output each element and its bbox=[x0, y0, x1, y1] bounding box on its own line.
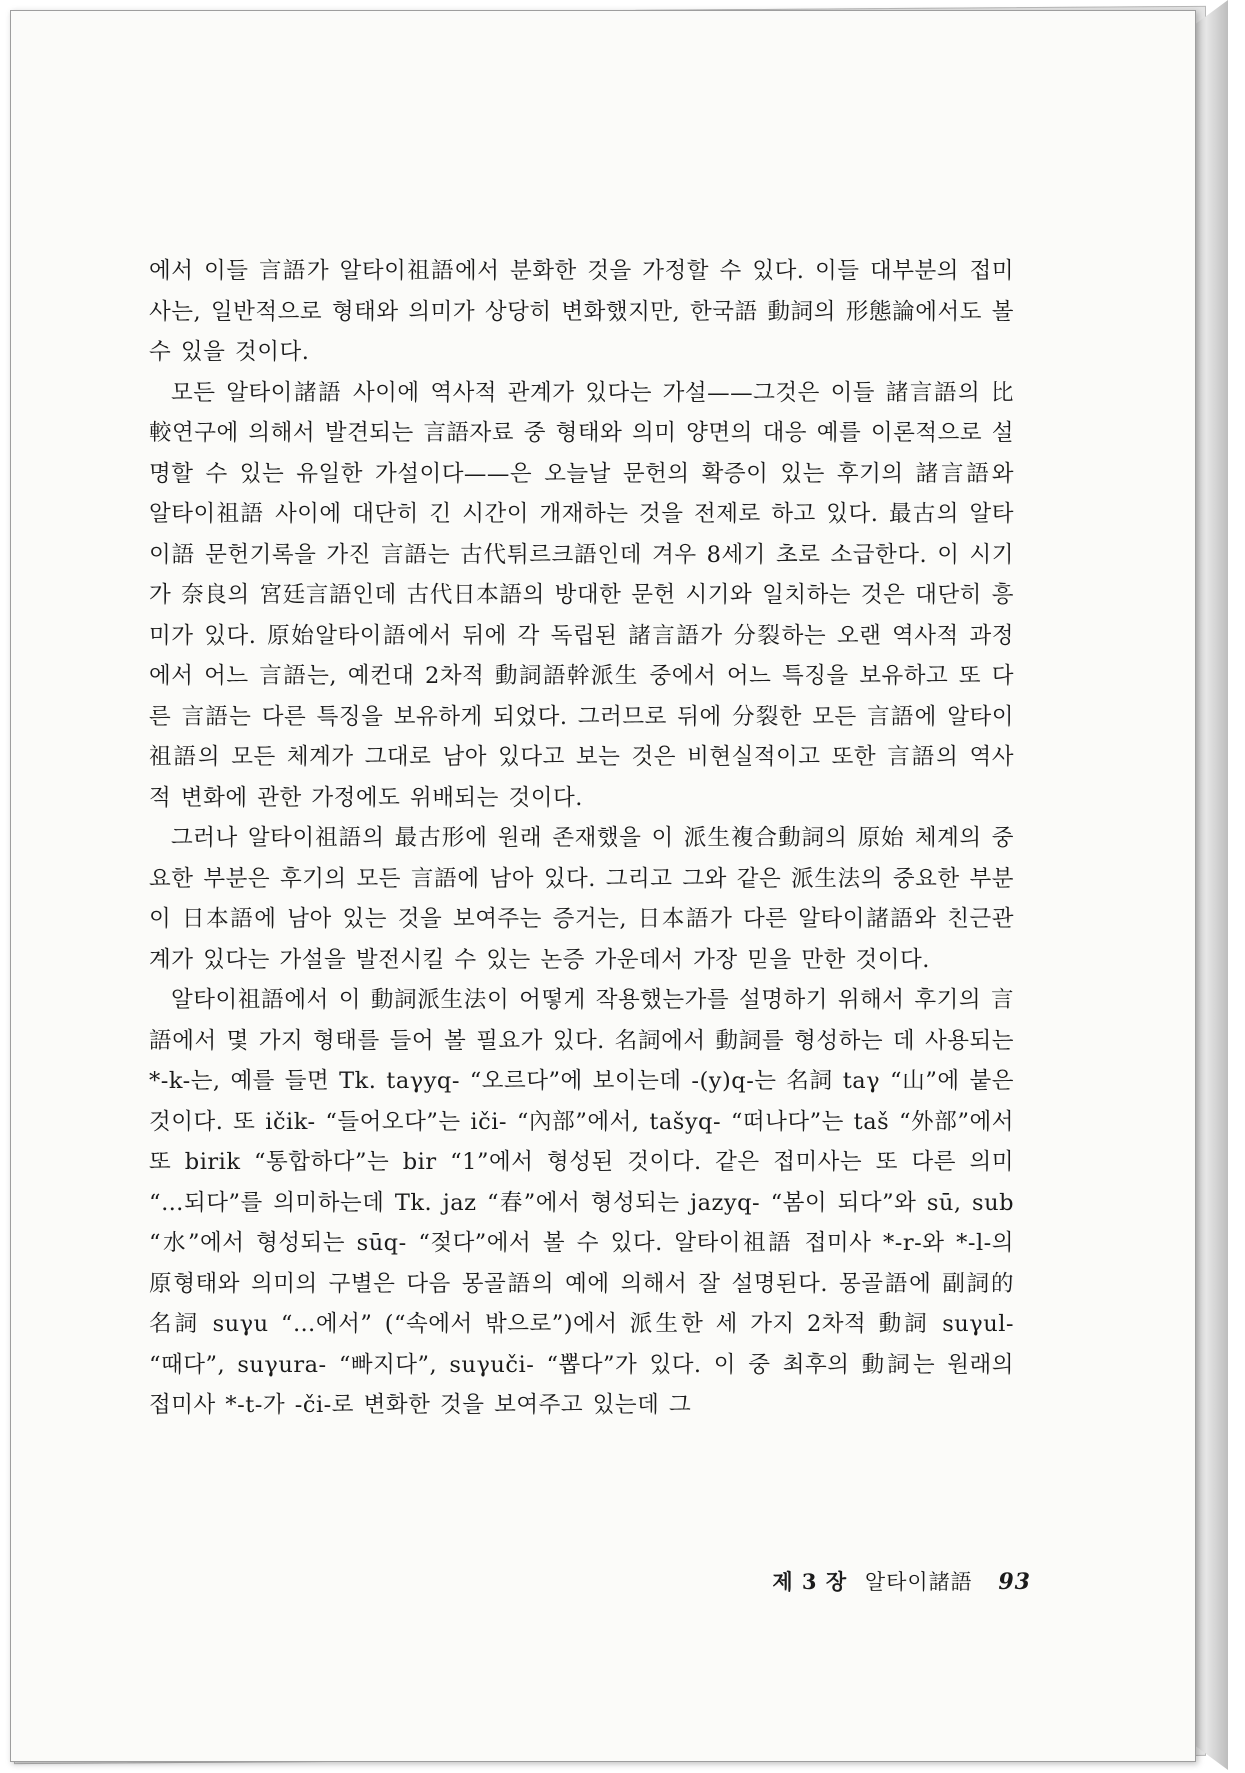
footer-chapter: 제 3 장 bbox=[772, 1569, 848, 1594]
book-page bbox=[10, 10, 1196, 1762]
paragraph-2: 모든 알타이諸語 사이에 역사적 관계가 있다는 가설——그것은 이들 諸言語의 比較연구에 의해서 발견되는 言語자료 중 형태와 의미 양면의 대응 예를 이론적으로 설명할 수 있는 유일한 가설이다——은 오늘날 문헌의 확증이 있는 후기의 諸言語와 알타이祖語 사이에 대단히 긴 시간이 개재하는 것을 전제로 하고 있다. 最古의 알타이語 문헌기록을 가진 言語는 古代튀르크語인데 겨우 8세기 초로 소급한다. 이 시기가 奈良의 宮廷言語인데 古代日本語의 방대한 문헌 시기와 일치하는 것은 대단히 흥미가 있다. 原始알타이語에서 뒤에 각 독립된 諸言語가 分裂하는 오랜 역사적 과정에서 어느 言語는, 예컨대 2차적 動詞語幹派生 중에서 어느 특징을 보유하고 또 다른 言語는 다른 특징을 보유하게 되었다. 그러므로 뒤에 分裂한 모든 言語에 알타이祖語의 모든 체계가 그대로 남아 있다고 보는 것은 비현실적이고 또한 言語의 역사적 변화에 관한 가정에도 위배되는 것이다. bbox=[149, 379, 1014, 811]
footer-title: 알타이諸語 bbox=[864, 1570, 973, 1594]
paragraph-3: 그러나 알타이祖語의 最古形에 원래 존재했을 이 派生複合動詞의 原始 체계의 중요한 부분은 후기의 모든 言語에 남아 있다. 그리고 그와 같은 派生法의 중요한 부분이 日本語에 남아 있는 것을 보여주는 증거는, 日本語가 다른 알타이諸語와 친근관계가 있다는 가설을 발전시킬 수 있는 논증 가운데서 가장 믿을 만한 것이다. bbox=[149, 825, 1014, 973]
body-text bbox=[149, 251, 1014, 1426]
paragraph-1: 에서 이들 言語가 알타이祖語에서 분화한 것을 가정할 수 있다. 이들 대부분의 접미사는, 일반적으로 형태와 의미가 상당히 변화했지만, 한국語 動詞의 形態論에서도 볼 수 있을 것이다. bbox=[149, 258, 1014, 365]
page-number: 93 bbox=[998, 1569, 1031, 1595]
paragraph-4: 알타이祖語에서 이 動詞派生法이 어떻게 작용했는가를 설명하기 위해서 후기의 言語에서 몇 가지 형태를 들어 볼 필요가 있다. 名詞에서 動詞를 형성하는 데 사용되는 *-k-는, 예를 들면 Tk. taγyq- “오르다”에 보이는데 -(y)q-는 名詞 taγ “山”에 붙은 것이다. 또 ičik- “들어오다”는 iči- “內部”에서, tašyq- “떠나다”는 taš “外部”에서 또 birik “통합하다”는 bir “1”에서 형성된 것이다. 같은 접미사는 또 다른 의미 “…되다”를 의미하는데 Tk. jaz “春”에서 형성되는 jazyq- “봄이 되다”와 sū, sub “水”에서 형성되는 sūq- “젖다”에서 볼 수 있다. 알타이祖語 접미사 *-r-와 *-l-의 原형태와 의미의 구별은 다음 몽골語의 예에 의해서 잘 설명된다. 몽골語에 副詞的 名詞 suγu “…에서” (“속에서 밖으로”)에서 派生한 세 가지 2차적 動詞 suγul- “때다”, suγura- “빠지다”, suγuči- “뽑다”가 있다. 이 중 최후의 動詞는 원래의 접미사 *-t-가 -či-로 변화한 것을 보여주고 있는데 그 bbox=[149, 987, 1014, 1418]
page-edge bbox=[1192, 0, 1228, 1770]
running-footer bbox=[731, 1566, 1031, 1596]
